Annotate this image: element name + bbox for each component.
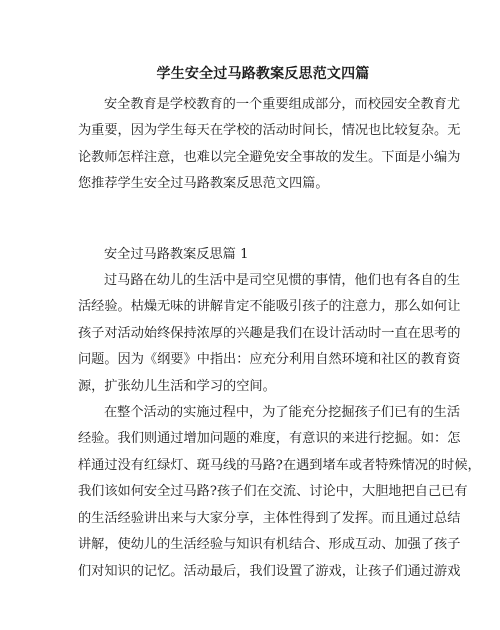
paragraph-line: 活经验。枯燥无味的讲解肯定不能吸引孩子的注意力，那么如何让 bbox=[78, 299, 461, 315]
paragraph-line: 讲解，使幼儿的生活经验与知识有机结合、形成互动、加强了孩子 bbox=[78, 537, 461, 553]
paragraph-line: 经验。我们则通过增加问题的难度，有意识的来进行挖掘。如：怎 bbox=[78, 431, 461, 447]
paragraph-1 bbox=[78, 268, 461, 400]
intro-line: 安全教育是学校教育的一个重要组成部分，而校园安全教育尤 bbox=[104, 97, 461, 112]
intro-line: 您推荐学生安全过马路教案反思范文四篇。 bbox=[78, 176, 329, 192]
document-title: 学生安全过马路教案反思范文四篇 bbox=[156, 66, 370, 82]
paragraph-line: 们对知识的记忆。活动最后，我们设置了游戏，让孩子们通过游戏 bbox=[78, 563, 461, 579]
intro-line: 为重要，因为学生每天在学校的活动时间长，情况也比较复杂。无 bbox=[78, 123, 461, 139]
paragraph-line: 问题。因为《纲要》中指出：应充分利用自然环境和社区的教育资 bbox=[78, 352, 461, 368]
paragraph-line: 过马路在幼儿的生活中是司空见惯的事情，他们也有各自的生 bbox=[104, 273, 461, 289]
intro-paragraph bbox=[78, 92, 461, 198]
paragraph-line: 样通过没有红绿灯、斑马线的马路?在遇到堵车或者特殊情况的时候， bbox=[78, 457, 481, 473]
paragraph-line: 的生活经验讲出来与大家分享，主体性得到了发挥。而且通过总结 bbox=[78, 510, 461, 526]
paragraph-line: 源，扩张幼儿生活和学习的空间。 bbox=[78, 378, 276, 394]
paragraph-line: 我们该如何安全过马路?孩子们在交流、讨论中，大胆地把自己已有 bbox=[78, 484, 468, 500]
section-heading: 安全过马路教案反思篇 1 bbox=[104, 246, 249, 262]
paragraph-2 bbox=[78, 400, 481, 585]
intro-line: 论教师怎样注意，也难以完全避免安全事故的发生。下面是小编为 bbox=[78, 149, 461, 165]
paragraph-line: 在整个活动的实施过程中，为了能充分挖掘孩子们已有的生活 bbox=[104, 405, 461, 421]
document-page bbox=[0, 64, 500, 630]
paragraph-line: 孩子对活动始终保持浓厚的兴趣是我们在设计活动时一直在思考的 bbox=[78, 325, 461, 341]
